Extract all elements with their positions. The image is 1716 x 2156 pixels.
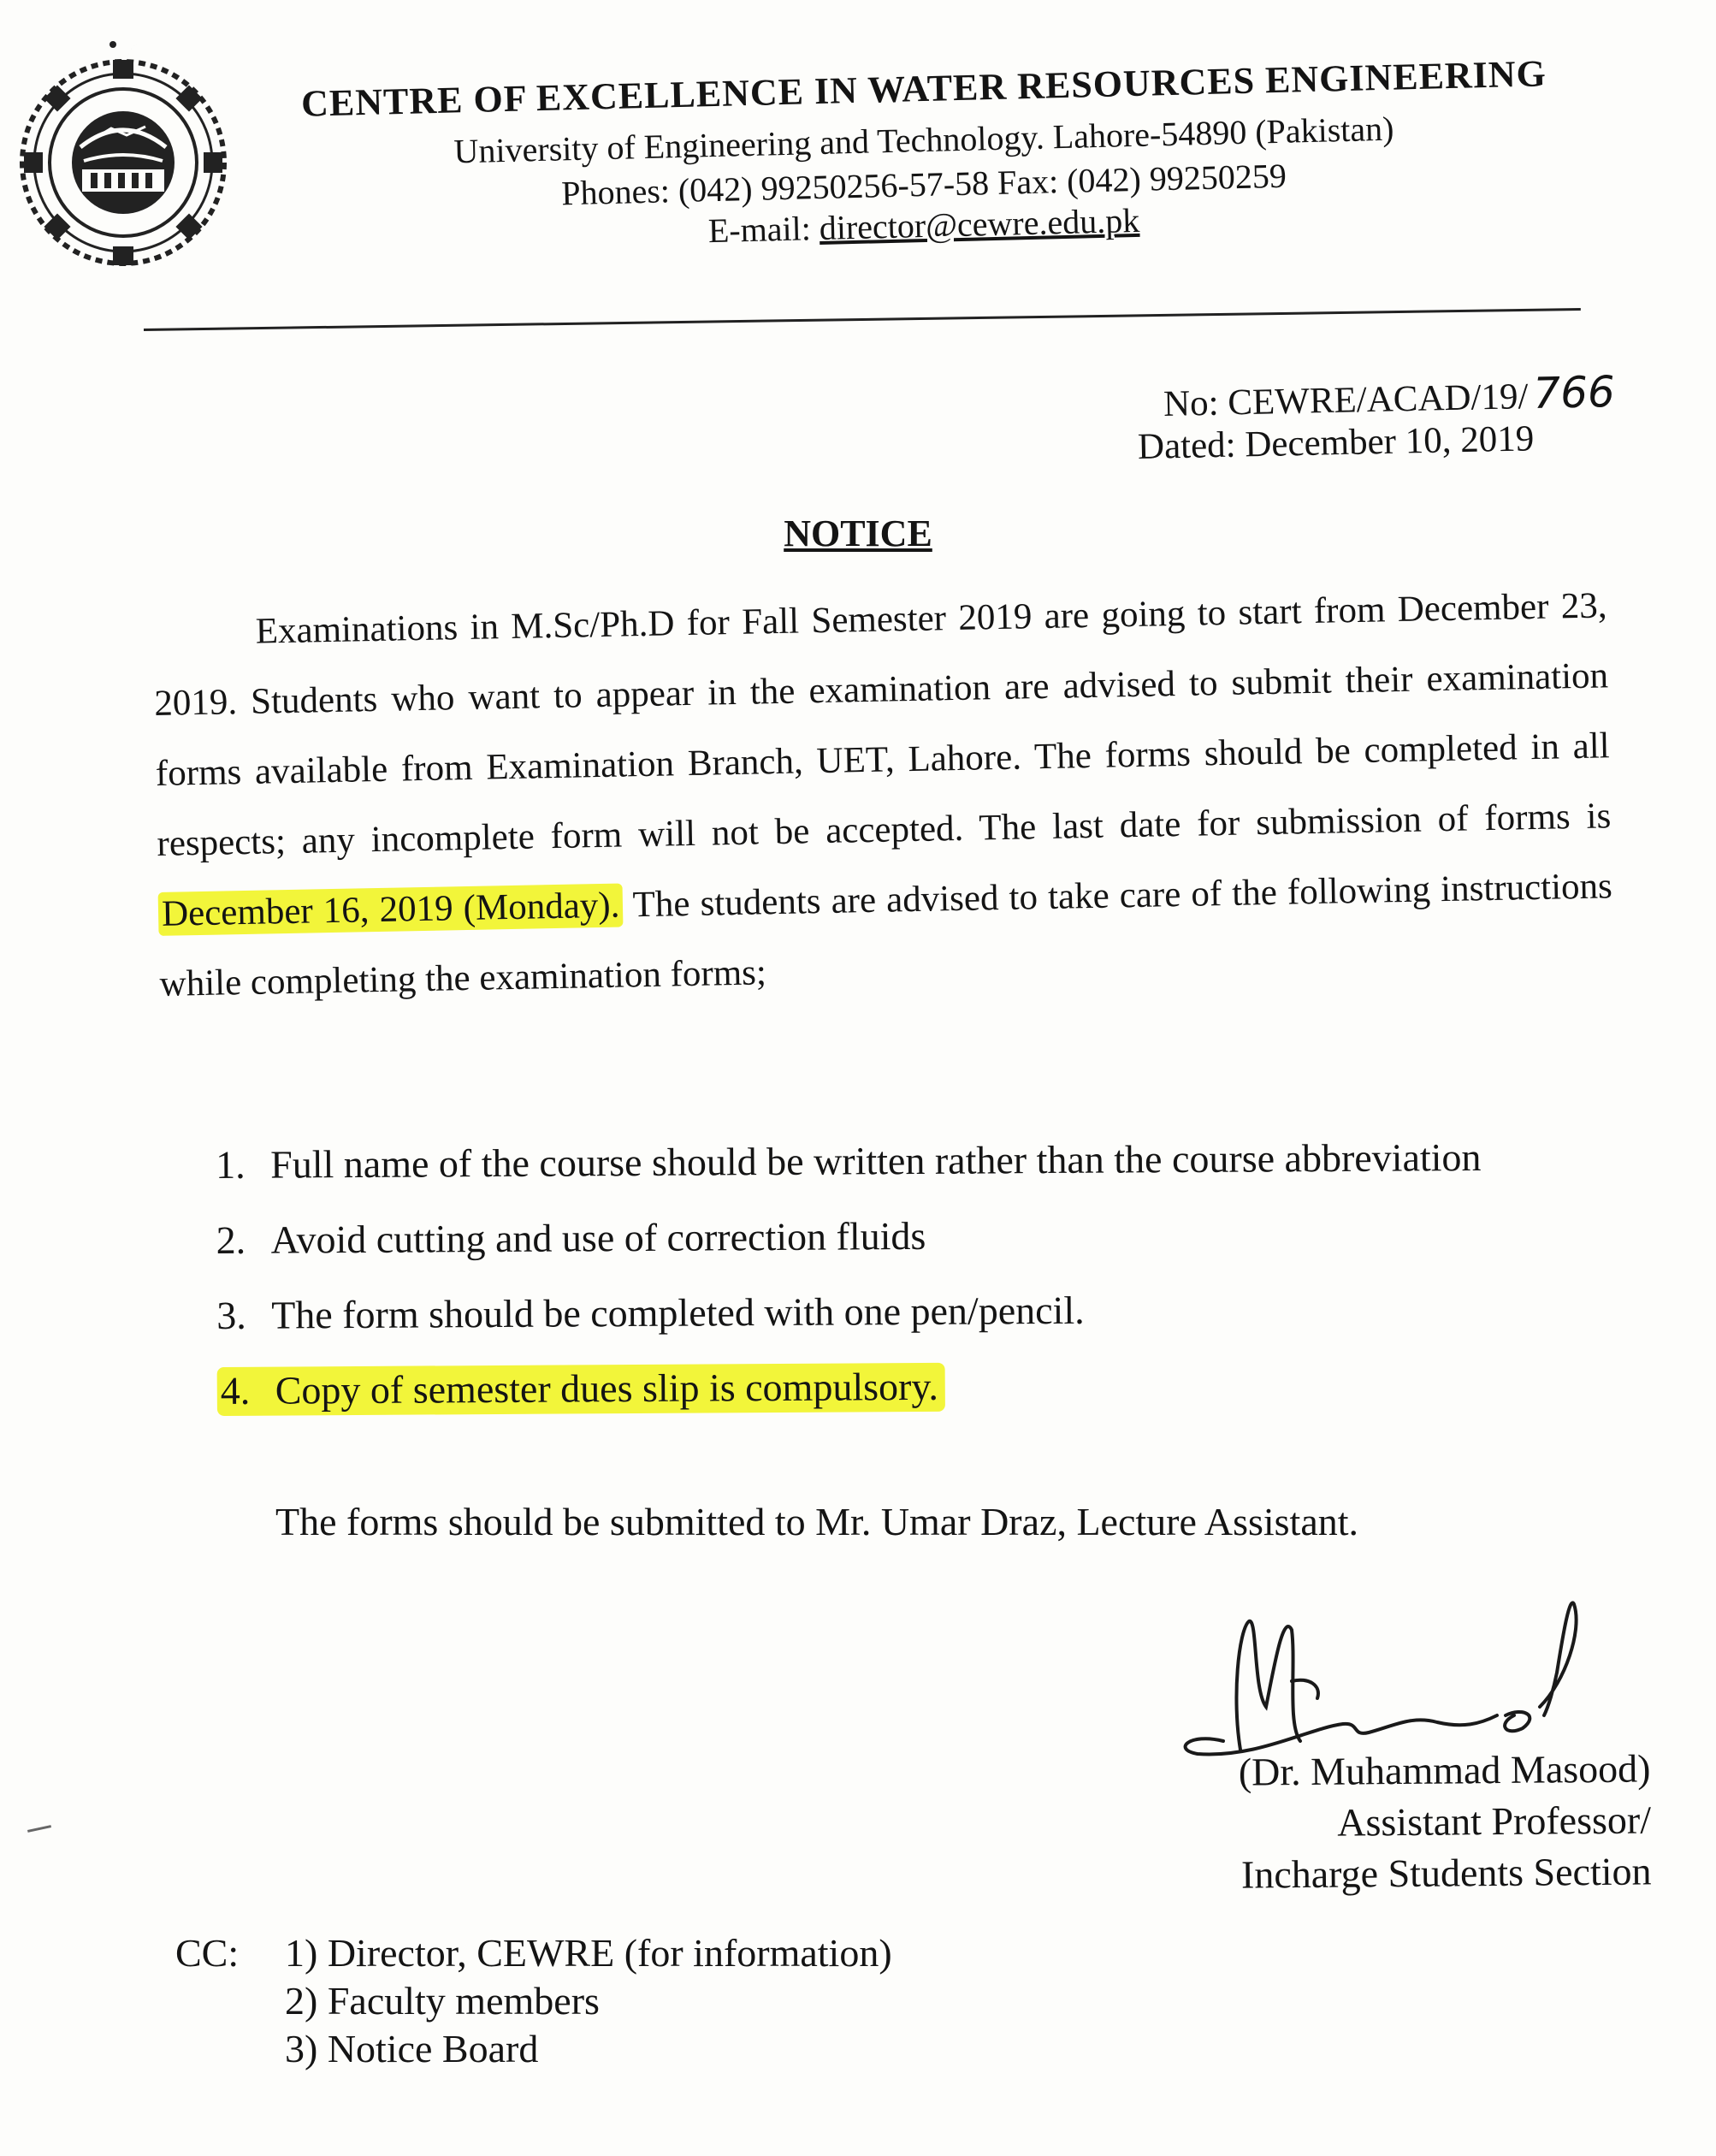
instruction-item [216, 1209, 1637, 1293]
cc-label: CC: [175, 1931, 240, 1975]
contact-phones: Phones: (042) 99250256-57-58 Fax: (042) 99250259 [560, 156, 1287, 213]
university-logo [12, 19, 230, 275]
signatory-block [1154, 1743, 1652, 1901]
cc-list [285, 1929, 892, 2073]
reference-prefix: No: CEWRE/ACAD/19/ [1163, 376, 1529, 424]
signatory-section: Incharge Students Section [1240, 1849, 1652, 1897]
highlighted-deadline: December 16, 2019 (Monday). [158, 884, 624, 936]
notice-heading: NOTICE [784, 512, 932, 554]
paragraph-text-2: The students are advised to take care of the following instructions while completing the examination forms; [159, 866, 1613, 1004]
instruction-text: The form should be completed with one pen/pencil. [271, 1288, 1085, 1337]
header-divider [144, 308, 1581, 331]
notice-date: Dated: December 10, 2019 [1137, 418, 1535, 467]
cc-item: 2) Faculty members [285, 1979, 600, 2023]
signatory-title: Assistant Professor/ [1337, 1798, 1652, 1845]
submission-instruction: The forms should be submitted to Mr. Umar Draz, Lecture Assistant. [275, 1500, 1359, 1543]
instruction-text: Avoid cutting and use of correction fluids [270, 1213, 926, 1262]
instruction-number: 4. [220, 1368, 251, 1413]
handwritten-reference-number: 766 [1532, 366, 1616, 418]
institution-name: CENTRE OF EXCELLENCE IN WATER RESOURCES ENGINEERING [300, 52, 1547, 125]
instruction-text: Full name of the course should be written rather than the course abbreviation [270, 1134, 1482, 1187]
cc-item: 1) Director, CEWRE (for information) [285, 1931, 892, 1975]
signatory-name: (Dr. Muhammad Masood) [1238, 1746, 1651, 1794]
notice-paragraph [152, 571, 1614, 1020]
paragraph-text-1: Examinations in M.Sc/Ph.D for Fall Semester 2019 are going to start from December 23, 2019. Students who want to appear in the examination are advised to submit their examination forms available from Examination Branch, UET, Lahore. The forms should be completed in all respects; any incomplete form will not be accepted. The last date for submission of forms is [153, 585, 1612, 864]
scan-mark [27, 1825, 51, 1833]
instruction-number: 3. [216, 1293, 246, 1337]
email-address-link[interactable]: director@cewre.edu.pk [819, 200, 1140, 247]
instruction-item [216, 1284, 1637, 1368]
instruction-item [216, 1134, 1636, 1217]
instruction-number: 2. [216, 1217, 246, 1262]
university-address: University of Engineering and Technology. Lahore-54890 (Pakistan) [453, 109, 1394, 171]
notice-body [152, 571, 1614, 1020]
instruction-text: Copy of semester dues slip is compulsory. [275, 1364, 939, 1413]
instruction-number: 1. [216, 1142, 246, 1187]
cc-item: 3) Notice Board [285, 2027, 539, 2070]
email-label: E-mail: [707, 208, 820, 251]
highlight-mark [217, 1363, 945, 1416]
reference-number [1163, 367, 1615, 426]
instruction-item-highlighted [217, 1359, 1638, 1443]
instruction-list [216, 1134, 1637, 1443]
